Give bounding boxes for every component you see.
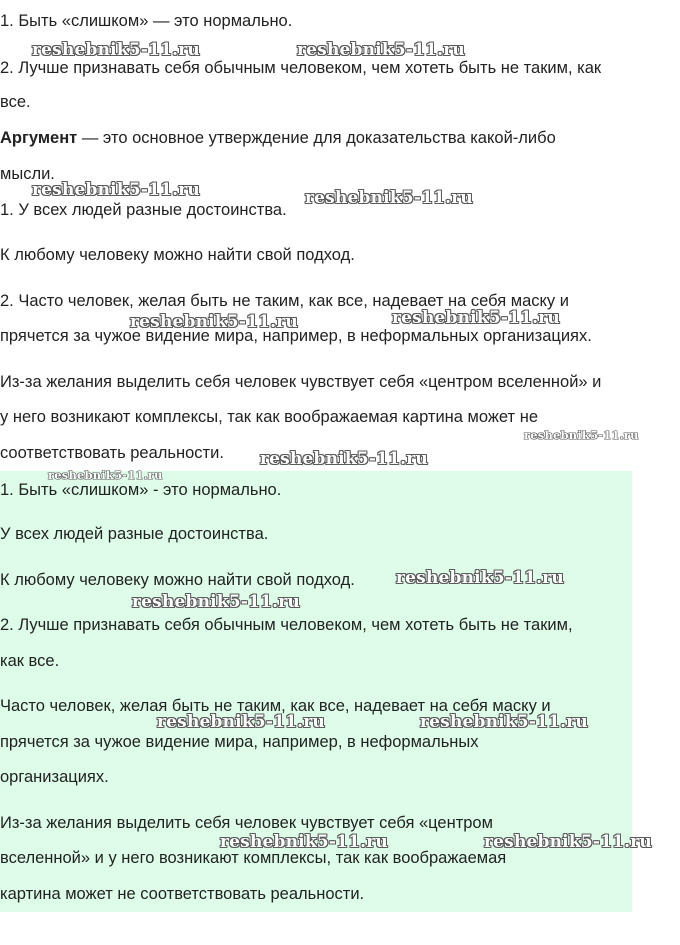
argument-term: Аргумент [0,129,78,147]
answer-line: как все. [0,652,60,670]
watermark: reshebnik5-11.ru [396,568,564,588]
watermark: reshebnik5-11.ru [220,832,388,852]
text-line: 2. Лучше признавать себя обычным человеком, чем хотеть быть не таким, как [0,59,602,77]
answer-line: К любому человеку можно найти свой подход. [0,571,355,589]
watermark: reshebnik5-11.ru [48,468,163,482]
watermark: reshebnik5-11.ru [260,449,428,469]
text-line: все. [0,93,31,111]
text-line: мысли. [0,165,55,183]
text-line: соответствовать реальности. [0,444,224,462]
watermark: reshebnik5-11.ru [32,40,200,60]
text-line: Из-за желания выделить себя человек чувствует себя «центром вселенной» и [0,373,602,391]
answer-line: Часто человек, желая быть не таким, как все, надевает на себя маску и [0,697,551,715]
answer-line: картина может не соответствовать реальности. [0,885,365,903]
answer-line: 1. Быть «слишком» - это нормально. [0,481,282,499]
watermark: reshebnik5-11.ru [392,308,560,328]
watermark: reshebnik5-11.ru [32,180,200,200]
text-line: 1. У всех людей разные достоинства. [0,201,287,219]
watermark: reshebnik5-11.ru [420,712,588,732]
watermark: reshebnik5-11.ru [297,40,465,60]
watermark: reshebnik5-11.ru [305,188,473,208]
text-line: у него возникают комплексы, так как воображаемая картина может не [0,408,538,426]
watermark: reshebnik5-11.ru [484,832,652,852]
watermark: reshebnik5-11.ru [524,428,639,442]
argument-definition [0,128,556,148]
answer-line: У всех людей разные достоинства. [0,525,269,543]
answer-line: прячется за чужое видение мира, например, в неформальных [0,733,479,751]
answer-line: 2. Лучше признавать себя обычным человеком, чем хотеть быть не таким, [0,616,573,634]
text-line: 1. Быть «слишком» — это нормально. [0,12,293,30]
answer-line: вселенной» и у него возникают комплексы, так как воображаемая [0,849,507,867]
answer-line: Из-за желания выделить себя человек чувствует себя «центром [0,814,493,832]
watermark: reshebnik5-11.ru [157,712,325,732]
text-line: 2. Часто человек, желая быть не таким, как все, надевает на себя маску и [0,292,569,310]
argument-text: — это основное утверждение для доказательства какой-либо [77,129,556,147]
text-line: прячется за чужое видение мира, например, в неформальных организациях. [0,327,592,345]
text-line: К любому человеку можно найти свой подход. [0,246,355,264]
watermark: reshebnik5-11.ru [132,592,300,612]
answer-line: организациях. [0,768,109,786]
watermark: reshebnik5-11.ru [130,312,298,332]
